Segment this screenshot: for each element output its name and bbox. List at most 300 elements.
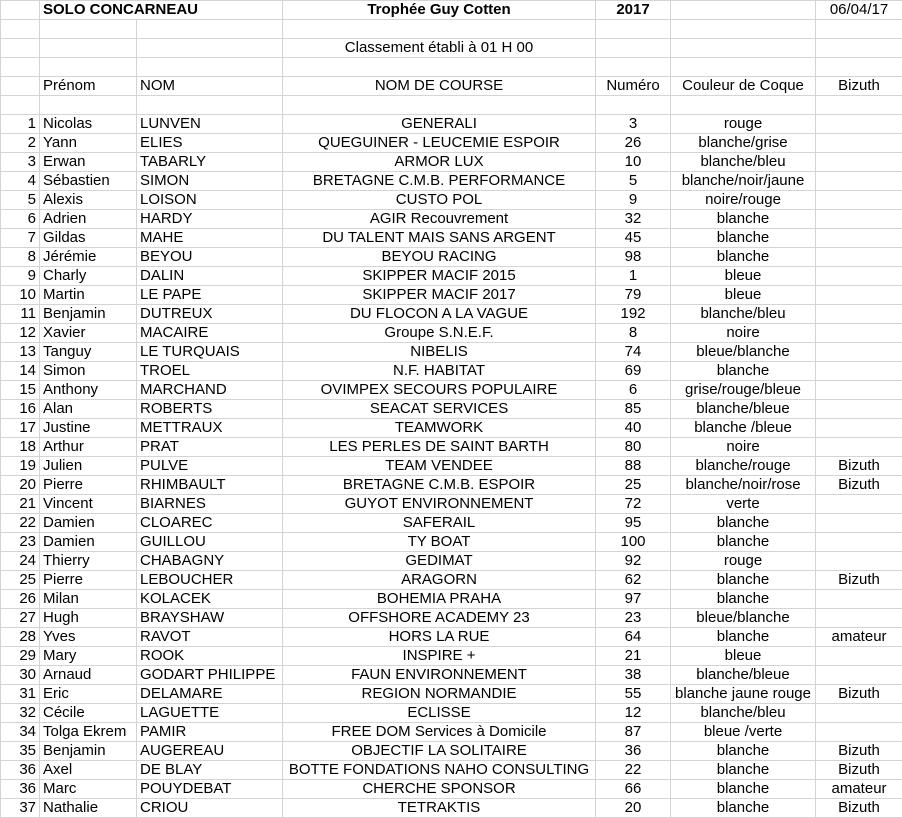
rank-cell[interactable]: 26 [1,590,40,609]
boat-name-cell[interactable]: Groupe S.N.E.F. [283,324,596,343]
table-row [1,400,902,419]
boat-name-cell[interactable]: SEACAT SERVICES [283,400,596,419]
boat-name-cell[interactable]: DU TALENT MAIS SANS ARGENT [283,229,596,248]
hull-color-cell[interactable]: noire/rouge [671,191,816,210]
lastname-cell[interactable]: PULVE [137,457,283,476]
firstname-cell[interactable]: Benjamin [40,305,137,324]
table-row [1,723,902,742]
boat-name-cell[interactable]: CUSTO POL [283,191,596,210]
hull-color-cell[interactable]: bleue [671,267,816,286]
bizuth-cell[interactable] [816,267,902,286]
hull-color-cell[interactable]: blanche/bleu [671,305,816,324]
table-row [1,685,902,704]
sail-number-cell[interactable]: 1 [596,267,671,286]
bizuth-cell[interactable] [816,115,902,134]
firstname-cell[interactable]: Erwan [40,153,137,172]
sail-number-cell[interactable]: 12 [596,704,671,723]
hull-color-cell[interactable]: blanche [671,362,816,381]
hull-color-cell[interactable]: bleue/blanche [671,609,816,628]
sail-number-cell[interactable]: 10 [596,153,671,172]
rank-cell[interactable]: 9 [1,267,40,286]
rank-cell[interactable]: 19 [1,457,40,476]
boat-name-cell[interactable]: BEYOU RACING [283,248,596,267]
bizuth-cell[interactable] [816,343,902,362]
sail-number-cell[interactable]: 98 [596,248,671,267]
bizuth-cell[interactable]: Bizuth [816,685,902,704]
sail-number-cell[interactable]: 40 [596,419,671,438]
bizuth-cell[interactable] [816,381,902,400]
firstname-cell[interactable]: Vincent [40,495,137,514]
bizuth-cell[interactable] [816,362,902,381]
bizuth-cell[interactable]: Bizuth [816,457,902,476]
lastname-cell[interactable]: MACAIRE [137,324,283,343]
table-row [1,457,902,476]
hull-color-cell[interactable]: blanche [671,799,816,818]
sail-number-cell[interactable]: 26 [596,134,671,153]
firstname-cell[interactable]: Charly [40,267,137,286]
table-row [1,362,902,381]
lastname-cell[interactable]: PAMIR [137,723,283,742]
sail-number-cell[interactable]: 21 [596,647,671,666]
rank-cell[interactable]: 3 [1,153,40,172]
rank-cell[interactable]: 22 [1,514,40,533]
lastname-cell[interactable]: CHABAGNY [137,552,283,571]
lastname-cell[interactable]: LOISON [137,191,283,210]
boat-name-cell[interactable]: ARAGORN [283,571,596,590]
sail-number-cell[interactable]: 64 [596,628,671,647]
rank-cell[interactable]: 2 [1,134,40,153]
hull-color-cell[interactable]: blanche/noir/rose [671,476,816,495]
year-cell[interactable]: 2017 [596,1,671,20]
firstname-cell[interactable]: Thierry [40,552,137,571]
firstname-cell[interactable]: Tanguy [40,343,137,362]
hull-color-cell[interactable]: blanche/rouge [671,457,816,476]
bizuth-cell[interactable] [816,723,902,742]
hull-color-cell[interactable]: blanche/bleue [671,400,816,419]
hull-color-cell[interactable]: grise/rouge/bleue [671,381,816,400]
lastname-cell[interactable]: BEYOU [137,248,283,267]
bizuth-cell[interactable] [816,191,902,210]
lastname-cell[interactable]: HARDY [137,210,283,229]
rank-cell[interactable]: 18 [1,438,40,457]
boat-name-cell[interactable]: BRETAGNE C.M.B. ESPOIR [283,476,596,495]
hull-color-cell[interactable]: rouge [671,115,816,134]
table-row [1,666,902,685]
firstname-cell[interactable]: Xavier [40,324,137,343]
table-row [1,191,902,210]
rank-cell[interactable]: 7 [1,229,40,248]
table-row [1,571,902,590]
boat-name-cell[interactable]: GEDIMAT [283,552,596,571]
hull-color-cell[interactable]: bleue /verte [671,723,816,742]
sail-number-cell[interactable]: 97 [596,590,671,609]
boat-name-cell[interactable]: FAUN ENVIRONNEMENT [283,666,596,685]
firstname-cell[interactable]: Justine [40,419,137,438]
rank-cell[interactable]: 27 [1,609,40,628]
rank-cell[interactable]: 30 [1,666,40,685]
bizuth-cell[interactable] [816,514,902,533]
table-row [1,381,902,400]
hull-color-cell[interactable]: blanche/bleu [671,153,816,172]
hull-color-cell[interactable]: blanche [671,229,816,248]
boat-name-cell[interactable]: SKIPPER MACIF 2015 [283,267,596,286]
boat-name-cell[interactable]: QUEGUINER - LEUCEMIE ESPOIR [283,134,596,153]
rank-cell[interactable]: 15 [1,381,40,400]
firstname-cell[interactable]: Martin [40,286,137,305]
rank-cell[interactable]: 20 [1,476,40,495]
sail-number-cell[interactable]: 8 [596,324,671,343]
lastname-cell[interactable]: GUILLOU [137,533,283,552]
lastname-cell[interactable]: SIMON [137,172,283,191]
bizuth-cell[interactable] [816,286,902,305]
lastname-cell[interactable]: ELIES [137,134,283,153]
bizuth-cell[interactable] [816,248,902,267]
bizuth-cell[interactable] [816,495,902,514]
firstname-cell[interactable]: Sébastien [40,172,137,191]
sail-number-cell[interactable]: 25 [596,476,671,495]
sail-number-cell[interactable]: 20 [596,799,671,818]
firstname-cell[interactable]: Damien [40,533,137,552]
rank-cell[interactable]: 35 [1,742,40,761]
sail-number-cell[interactable]: 38 [596,666,671,685]
firstname-cell[interactable]: Damien [40,514,137,533]
sail-number-cell[interactable]: 79 [596,286,671,305]
firstname-cell[interactable]: Cécile [40,704,137,723]
boat-name-cell[interactable]: ECLISSE [283,704,596,723]
table-row [1,533,902,552]
bizuth-cell[interactable] [816,134,902,153]
bizuth-cell[interactable] [816,419,902,438]
sail-number-cell[interactable]: 80 [596,438,671,457]
lastname-cell[interactable]: CRIOU [137,799,283,818]
lastname-cell[interactable]: AUGEREAU [137,742,283,761]
bizuth-cell[interactable] [816,438,902,457]
table-row [1,115,902,134]
lastname-cell[interactable]: LUNVEN [137,115,283,134]
lastname-cell[interactable]: ROBERTS [137,400,283,419]
lastname-cell[interactable]: ROOK [137,647,283,666]
rank-cell[interactable]: 17 [1,419,40,438]
lastname-cell[interactable]: GODART PHILIPPE [137,666,283,685]
boat-name-cell[interactable]: REGION NORMANDIE [283,685,596,704]
table-row [1,495,902,514]
lastname-cell[interactable]: POUYDEBAT [137,780,283,799]
bizuth-cell[interactable] [816,153,902,172]
rank-cell[interactable]: 12 [1,324,40,343]
date-cell[interactable]: 06/04/17 [816,1,902,20]
sail-number-cell[interactable]: 3 [596,115,671,134]
sail-number-cell[interactable]: 88 [596,457,671,476]
rank-cell[interactable]: 29 [1,647,40,666]
lastname-cell[interactable]: LE TURQUAIS [137,343,283,362]
boat-name-cell[interactable]: OVIMPEX SECOURS POPULAIRE [283,381,596,400]
table-row [1,153,902,172]
bizuth-cell[interactable]: amateur [816,780,902,799]
sail-number-cell[interactable]: 92 [596,552,671,571]
rank-cell[interactable]: 5 [1,191,40,210]
hull-color-cell[interactable]: blanche [671,590,816,609]
sail-number-cell[interactable]: 100 [596,533,671,552]
bizuth-cell[interactable] [816,324,902,343]
hull-color-cell[interactable]: blanche [671,533,816,552]
hull-color-cell[interactable]: blanche jaune rouge [671,685,816,704]
bizuth-cell[interactable]: Bizuth [816,761,902,780]
hull-color-cell[interactable]: noire [671,324,816,343]
lastname-cell[interactable]: DE BLAY [137,761,283,780]
lastname-cell[interactable]: RAVOT [137,628,283,647]
table-row [1,761,902,780]
firstname-cell[interactable]: Pierre [40,571,137,590]
hull-color-cell[interactable]: noire [671,438,816,457]
hull-color-cell[interactable]: rouge [671,552,816,571]
table-row [1,305,902,324]
rank-cell[interactable]: 24 [1,552,40,571]
rank-cell[interactable]: 8 [1,248,40,267]
boat-name-cell[interactable]: GENERALI [283,115,596,134]
hull-color-cell[interactable]: blanche [671,628,816,647]
header-number[interactable]: Numéro [596,77,671,96]
sail-number-cell[interactable]: 74 [596,343,671,362]
boat-name-cell[interactable]: TETRAKTIS [283,799,596,818]
boat-name-cell[interactable]: INSPIRE + [283,647,596,666]
hull-color-cell[interactable]: blanche [671,210,816,229]
ranking-note[interactable]: Classement établi à 01 H 00 [283,39,596,58]
hull-color-cell[interactable]: blanche [671,780,816,799]
boat-name-cell[interactable]: TEAMWORK [283,419,596,438]
sail-number-cell[interactable]: 55 [596,685,671,704]
header-hull[interactable]: Couleur de Coque [671,77,816,96]
event-title[interactable]: SOLO CONCARNEAU [40,1,283,20]
lastname-cell[interactable]: LE PAPE [137,286,283,305]
sail-number-cell[interactable]: 192 [596,305,671,324]
table-row [1,229,902,248]
boat-name-cell[interactable]: AGIR Recouvrement [283,210,596,229]
sail-number-cell[interactable]: 85 [596,400,671,419]
boat-name-cell[interactable]: GUYOT ENVIRONNEMENT [283,495,596,514]
bizuth-cell[interactable] [816,210,902,229]
lastname-cell[interactable]: DALIN [137,267,283,286]
rank-cell[interactable]: 6 [1,210,40,229]
hull-color-cell[interactable]: blanche/noir/jaune [671,172,816,191]
boat-name-cell[interactable]: OBJECTIF LA SOLITAIRE [283,742,596,761]
lastname-cell[interactable]: DUTREUX [137,305,283,324]
bizuth-cell[interactable] [816,552,902,571]
firstname-cell[interactable]: Mary [40,647,137,666]
rank-cell[interactable]: 10 [1,286,40,305]
firstname-cell[interactable]: Yann [40,134,137,153]
header-firstname[interactable]: Prénom [40,77,137,96]
hull-color-cell[interactable]: blanche /bleue [671,419,816,438]
lastname-cell[interactable]: TABARLY [137,153,283,172]
lastname-cell[interactable]: TROEL [137,362,283,381]
boat-name-cell[interactable]: BOTTE FONDATIONS NAHO CONSULTING [283,761,596,780]
rank-cell[interactable]: 28 [1,628,40,647]
firstname-cell[interactable]: Arthur [40,438,137,457]
rank-cell[interactable]: 14 [1,362,40,381]
rank-cell[interactable]: 11 [1,305,40,324]
sail-number-cell[interactable]: 45 [596,229,671,248]
bizuth-cell[interactable] [816,533,902,552]
empty-row [1,58,902,77]
trophy-title[interactable]: Trophée Guy Cotten [283,1,596,20]
firstname-cell[interactable]: Benjamin [40,742,137,761]
firstname-cell[interactable]: Hugh [40,609,137,628]
header-lastname[interactable]: NOM [137,77,283,96]
hull-color-cell[interactable]: verte [671,495,816,514]
sail-number-cell[interactable]: 5 [596,172,671,191]
header-bizuth[interactable]: Bizuth [816,77,902,96]
firstname-cell[interactable]: Julien [40,457,137,476]
sail-number-cell[interactable]: 32 [596,210,671,229]
lastname-cell[interactable]: KOLACEK [137,590,283,609]
sail-number-cell[interactable]: 72 [596,495,671,514]
rank-cell[interactable]: 37 [1,799,40,818]
firstname-cell[interactable]: Pierre [40,476,137,495]
firstname-cell[interactable]: Tolga Ekrem [40,723,137,742]
boat-name-cell[interactable]: BRETAGNE C.M.B. PERFORMANCE [283,172,596,191]
ranking-note-row [1,39,902,58]
firstname-cell[interactable]: Alexis [40,191,137,210]
lastname-cell[interactable]: MAHE [137,229,283,248]
bizuth-cell[interactable]: amateur [816,628,902,647]
firstname-cell[interactable]: Anthony [40,381,137,400]
title-row [1,1,902,20]
bizuth-cell[interactable] [816,647,902,666]
bizuth-cell[interactable] [816,305,902,324]
bizuth-cell[interactable] [816,666,902,685]
boat-name-cell[interactable]: N.F. HABITAT [283,362,596,381]
table-row [1,704,902,723]
firstname-cell[interactable]: Alan [40,400,137,419]
table-row [1,647,902,666]
firstname-cell[interactable]: Milan [40,590,137,609]
rank-cell[interactable]: 25 [1,571,40,590]
firstname-cell[interactable]: Adrien [40,210,137,229]
column-header-row [1,77,902,96]
firstname-cell[interactable]: Nicolas [40,115,137,134]
hull-color-cell[interactable]: bleue [671,286,816,305]
sail-number-cell[interactable]: 22 [596,761,671,780]
boat-name-cell[interactable]: DU FLOCON A LA VAGUE [283,305,596,324]
sail-number-cell[interactable]: 62 [596,571,671,590]
boat-name-cell[interactable]: LES PERLES DE SAINT BARTH [283,438,596,457]
lastname-cell[interactable]: MARCHAND [137,381,283,400]
hull-color-cell[interactable]: blanche/bleue [671,666,816,685]
firstname-cell[interactable]: Simon [40,362,137,381]
lastname-cell[interactable]: LEBOUCHER [137,571,283,590]
hull-color-cell[interactable]: blanche [671,761,816,780]
hull-color-cell[interactable]: blanche [671,514,816,533]
lastname-cell[interactable]: LAGUETTE [137,704,283,723]
sail-number-cell[interactable]: 87 [596,723,671,742]
rank-cell[interactable]: 16 [1,400,40,419]
firstname-cell[interactable]: Arnaud [40,666,137,685]
bizuth-cell[interactable] [816,172,902,191]
hull-color-cell[interactable]: blanche [671,571,816,590]
bizuth-cell[interactable] [816,704,902,723]
hull-color-cell[interactable]: blanche/grise [671,134,816,153]
rank-cell[interactable]: 21 [1,495,40,514]
lastname-cell[interactable]: DELAMARE [137,685,283,704]
lastname-cell[interactable]: PRAT [137,438,283,457]
firstname-cell[interactable]: Eric [40,685,137,704]
header-boat[interactable]: NOM DE COURSE [283,77,596,96]
rank-cell[interactable]: 34 [1,723,40,742]
hull-color-cell[interactable]: blanche [671,742,816,761]
lastname-cell[interactable]: METTRAUX [137,419,283,438]
firstname-cell[interactable]: Nathalie [40,799,137,818]
firstname-cell[interactable]: Jérémie [40,248,137,267]
bizuth-cell[interactable] [816,400,902,419]
table-row [1,780,902,799]
sail-number-cell[interactable]: 66 [596,780,671,799]
sail-number-cell[interactable]: 69 [596,362,671,381]
rank-cell[interactable]: 1 [1,115,40,134]
sail-number-cell[interactable]: 9 [596,191,671,210]
rank-cell[interactable]: 4 [1,172,40,191]
bizuth-cell[interactable]: Bizuth [816,742,902,761]
rank-cell[interactable]: 36 [1,780,40,799]
firstname-cell[interactable]: Axel [40,761,137,780]
firstname-cell[interactable]: Gildas [40,229,137,248]
bizuth-cell[interactable] [816,590,902,609]
boat-name-cell[interactable]: BOHEMIA PRAHA [283,590,596,609]
boat-name-cell[interactable]: OFFSHORE ACADEMY 23 [283,609,596,628]
hull-color-cell[interactable]: bleue/blanche [671,343,816,362]
table-row [1,476,902,495]
bizuth-cell[interactable]: Bizuth [816,571,902,590]
hull-color-cell[interactable]: bleue [671,647,816,666]
boat-name-cell[interactable]: NIBELIS [283,343,596,362]
sail-number-cell[interactable]: 23 [596,609,671,628]
bizuth-cell[interactable]: Bizuth [816,799,902,818]
firstname-cell[interactable]: Marc [40,780,137,799]
table-row [1,210,902,229]
rank-cell[interactable]: 23 [1,533,40,552]
hull-color-cell[interactable]: blanche/bleu [671,704,816,723]
hull-color-cell[interactable]: blanche [671,248,816,267]
table-row [1,609,902,628]
boat-name-cell[interactable]: CHERCHE SPONSOR [283,780,596,799]
table-row [1,172,902,191]
sail-number-cell[interactable]: 95 [596,514,671,533]
rank-cell[interactable]: 36 [1,761,40,780]
lastname-cell[interactable]: RHIMBAULT [137,476,283,495]
boat-name-cell[interactable]: HORS LA RUE [283,628,596,647]
rank-cell[interactable]: 31 [1,685,40,704]
table-row [1,267,902,286]
lastname-cell[interactable]: BRAYSHAW [137,609,283,628]
boat-name-cell[interactable]: FREE DOM Services à Domicile [283,723,596,742]
boat-name-cell[interactable]: SKIPPER MACIF 2017 [283,286,596,305]
sail-number-cell[interactable]: 6 [596,381,671,400]
boat-name-cell[interactable]: SAFERAIL [283,514,596,533]
boat-name-cell[interactable]: TY BOAT [283,533,596,552]
table-row [1,552,902,571]
rank-cell[interactable]: 32 [1,704,40,723]
table-row [1,514,902,533]
sail-number-cell[interactable]: 36 [596,742,671,761]
bizuth-cell[interactable] [816,229,902,248]
bizuth-cell[interactable] [816,609,902,628]
boat-name-cell[interactable]: ARMOR LUX [283,153,596,172]
rank-cell[interactable]: 13 [1,343,40,362]
bizuth-cell[interactable]: Bizuth [816,476,902,495]
boat-name-cell[interactable]: TEAM VENDEE [283,457,596,476]
lastname-cell[interactable]: CLOAREC [137,514,283,533]
lastname-cell[interactable]: BIARNES [137,495,283,514]
firstname-cell[interactable]: Yves [40,628,137,647]
